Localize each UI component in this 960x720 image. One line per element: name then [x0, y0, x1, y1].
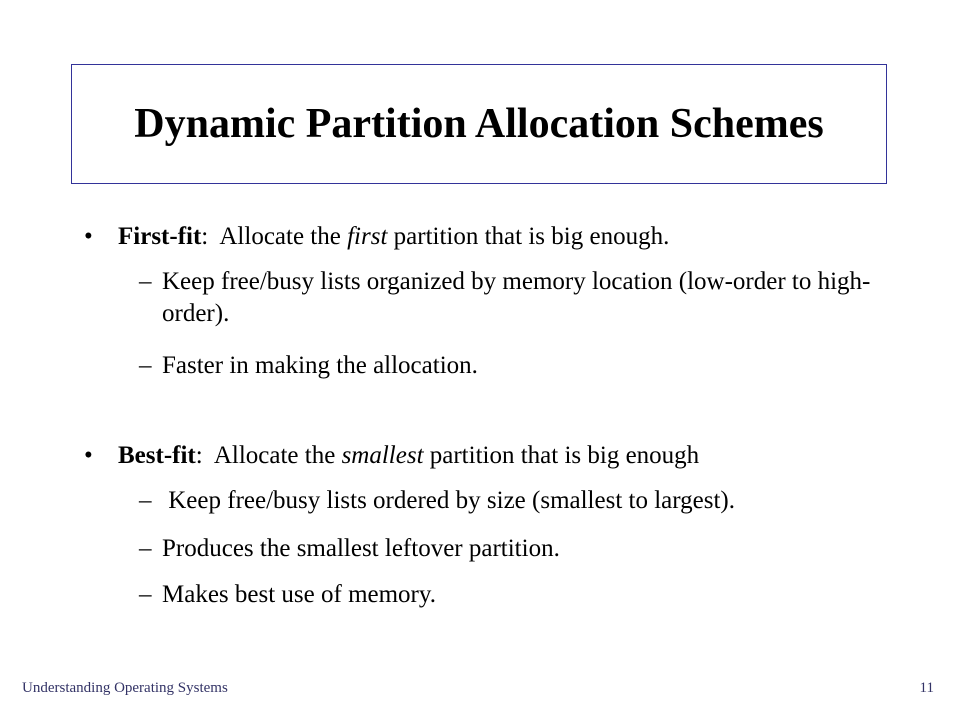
sub-bullet-text: Keep free/busy lists ordered by size (smallest to largest). [162, 487, 735, 514]
bullet-best-fit [84, 441, 700, 471]
bullet-text-after: partition that is big enough [423, 442, 700, 469]
bullet-text-after: partition that is big enough. [387, 223, 670, 250]
slide-title: Dynamic Partition Allocation Schemes [134, 101, 824, 147]
sub-bullet [139, 266, 902, 330]
sub-dash: – [139, 268, 152, 295]
bullet-text-before: Allocate the [219, 223, 348, 250]
bullet-emphasis: first [347, 223, 388, 250]
bullet-emphasis: smallest [341, 442, 424, 469]
sub-bullet [139, 579, 902, 611]
sub-dash: – [139, 352, 152, 379]
sub-bullet [139, 533, 902, 565]
bullet-text-before: Allocate the [213, 442, 342, 469]
bullet-term: Best-fit [118, 442, 196, 469]
bullet-separator: : [201, 223, 220, 250]
sub-bullet-text: Keep free/busy lists organized by memory location (low-order to high-order). [162, 268, 871, 327]
bullet-dot: • [84, 223, 93, 250]
sub-dash: – [139, 581, 152, 608]
footer-page-number: 11 [919, 680, 934, 696]
bullet-first-fit [84, 222, 670, 252]
bullet-term: First-fit [118, 223, 202, 250]
sub-bullet-text: Makes best use of memory. [162, 581, 437, 608]
sub-bullet-text: Faster in making the allocation. [162, 352, 478, 379]
footer-course-title: Understanding Operating Systems [22, 680, 228, 696]
bullet-dot: • [84, 442, 93, 469]
sub-dash: – [139, 535, 152, 562]
bullet-separator: : [195, 442, 214, 469]
sub-bullet-text: Produces the smallest leftover partition. [162, 535, 560, 562]
sub-dash: – [139, 487, 152, 514]
sub-bullet [139, 350, 902, 382]
sub-bullet [139, 485, 902, 517]
